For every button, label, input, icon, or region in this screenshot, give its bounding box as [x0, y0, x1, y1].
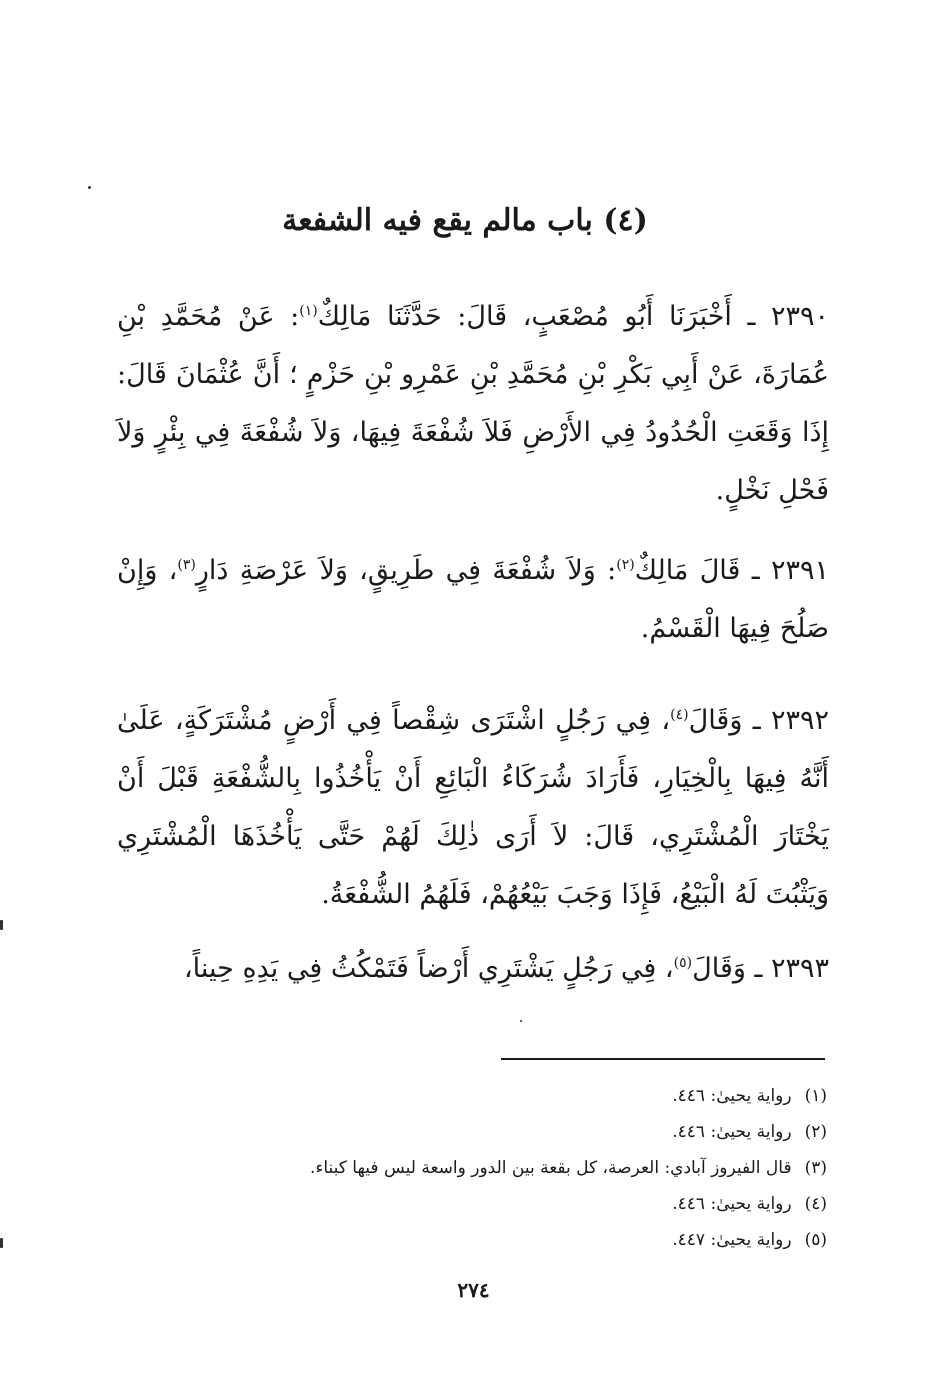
footnote-ref[interactable]: (٣) [177, 557, 196, 573]
footnote-item [127, 1114, 827, 1150]
scan-speck [0, 1238, 3, 1248]
hadith-number: ٢٣٩١ [770, 555, 829, 586]
footnote-ref[interactable]: (٤) [670, 707, 689, 723]
paragraph-text: ، وَإِنْ صَلُحَ فِيهَا الْقَسْمُ. [117, 555, 829, 644]
paragraph-text: ـ وَقَالَ [692, 953, 771, 984]
scan-speck [88, 186, 91, 189]
paragraph-text: ـ قَالَ مَالِكٌ [634, 555, 771, 586]
hadith-number: ٢٣٩٣ [770, 953, 829, 984]
footnote-text: رواية يحيىٰ: ٤٤٧. [672, 1230, 792, 1250]
footnote-item [127, 1222, 827, 1258]
paragraph-text: : وَلاَ شُفْعَةَ فِي طَرِيقٍ، وَلاَ عَرْصَةِ دَارٍ [195, 555, 617, 586]
footnote-item [127, 1150, 827, 1186]
footnote-number: (٣) [804, 1158, 827, 1178]
paragraph-text: ، فِي رَجُلٍ اشْتَرَى شِقْصاً فِي أَرْضٍ مُشْتَرَكَةٍ، عَلَىٰ أَنَّهُ فِيهَا بِالْخِيَارِ، فَأَرَادَ شُرَكَاءُ الْبَائِعِ أَنْ يَأْخُذُوا بِالشُّفْعَةِ قَبْلَ أَنْ يَخْتَارَ الْمُشْتَرِي، قَالَ: لاَ أَرَى ذٰلِكَ لَهُمْ حَتَّى يَأْخُذَهَا الْمُشْتَرِي وَيَثْبُتَ لَهُ الْبَيْعُ، فَإِذَا وَجَبَ بَيْعُهُمْ، فَلَهُمُ الشُّفْعَةُ. [117, 705, 829, 910]
scan-speck [0, 920, 3, 930]
footnote-item [127, 1078, 827, 1114]
hadith-paragraph-2390 [117, 288, 829, 520]
footnote-item [127, 1186, 827, 1222]
footnote-text: رواية يحيىٰ: ٤٤٦. [672, 1086, 792, 1106]
hadith-paragraph-2391 [117, 542, 829, 658]
footnote-number: (٢) [804, 1122, 827, 1142]
paragraph-text: : عَنْ مُحَمَّدِ بْنِ عُمَارَةَ، عَنْ أَبِي بَكْرِ بْنِ مُحَمَّدِ بْنِ عَمْرِو بْنِ حَزْمٍ ؛ أَنَّ عُثْمَانَ قَالَ: إِذَا وَقَعَتِ الْحُدُودُ فِي الأَرْضِ فَلاَ شُفْعَةَ فِيهَا، وَلاَ شُفْعَةَ فِي بِئْرٍ وَلاَ فَحْلِ نَخْلٍ. [117, 301, 829, 506]
paragraph-text: ، فِي رَجُلٍ يَشْتَرِي أَرْضاً فَتَمْكُثُ فِي يَدِهِ حِيناً، [183, 953, 674, 984]
scan-speck [520, 1020, 522, 1022]
footnote-text: قال الفيروز آبادي: العرصة، كل بقعة بين الدور واسعة ليس فيها كبناء. [309, 1158, 792, 1178]
footnote-number: (٥) [804, 1230, 827, 1250]
footnote-ref[interactable]: (٥) [673, 955, 693, 971]
footnote-number: (٤) [804, 1194, 827, 1214]
chapter-heading: (٤) باب مالم يقع فيه الشفعة [282, 203, 648, 238]
footnote-text: رواية يحيىٰ: ٤٤٦. [672, 1194, 792, 1214]
page-number: ٢٧٤ [457, 1278, 490, 1302]
footnote-ref[interactable]: (٢) [616, 557, 635, 573]
footnote-text: رواية يحيىٰ: ٤٤٦. [672, 1122, 792, 1142]
paragraph-text: ـ وَقَالَ [688, 705, 771, 736]
footnotes-list [127, 1078, 827, 1258]
hadith-paragraph-2392 [117, 692, 829, 924]
footnote-number: (١) [804, 1086, 827, 1106]
hadith-number: ٢٣٩٠ [771, 301, 830, 332]
footnote-ref[interactable]: (١) [299, 303, 318, 319]
footnote-divider [501, 1058, 825, 1060]
hadith-paragraph-2393 [117, 940, 829, 998]
hadith-number: ٢٣٩٢ [770, 705, 829, 736]
paragraph-text: ـ أَخْبَرَنَا أَبُو مُصْعَبٍ، قَالَ: حَدَّثَنَا مَالِكٌ [317, 301, 771, 332]
